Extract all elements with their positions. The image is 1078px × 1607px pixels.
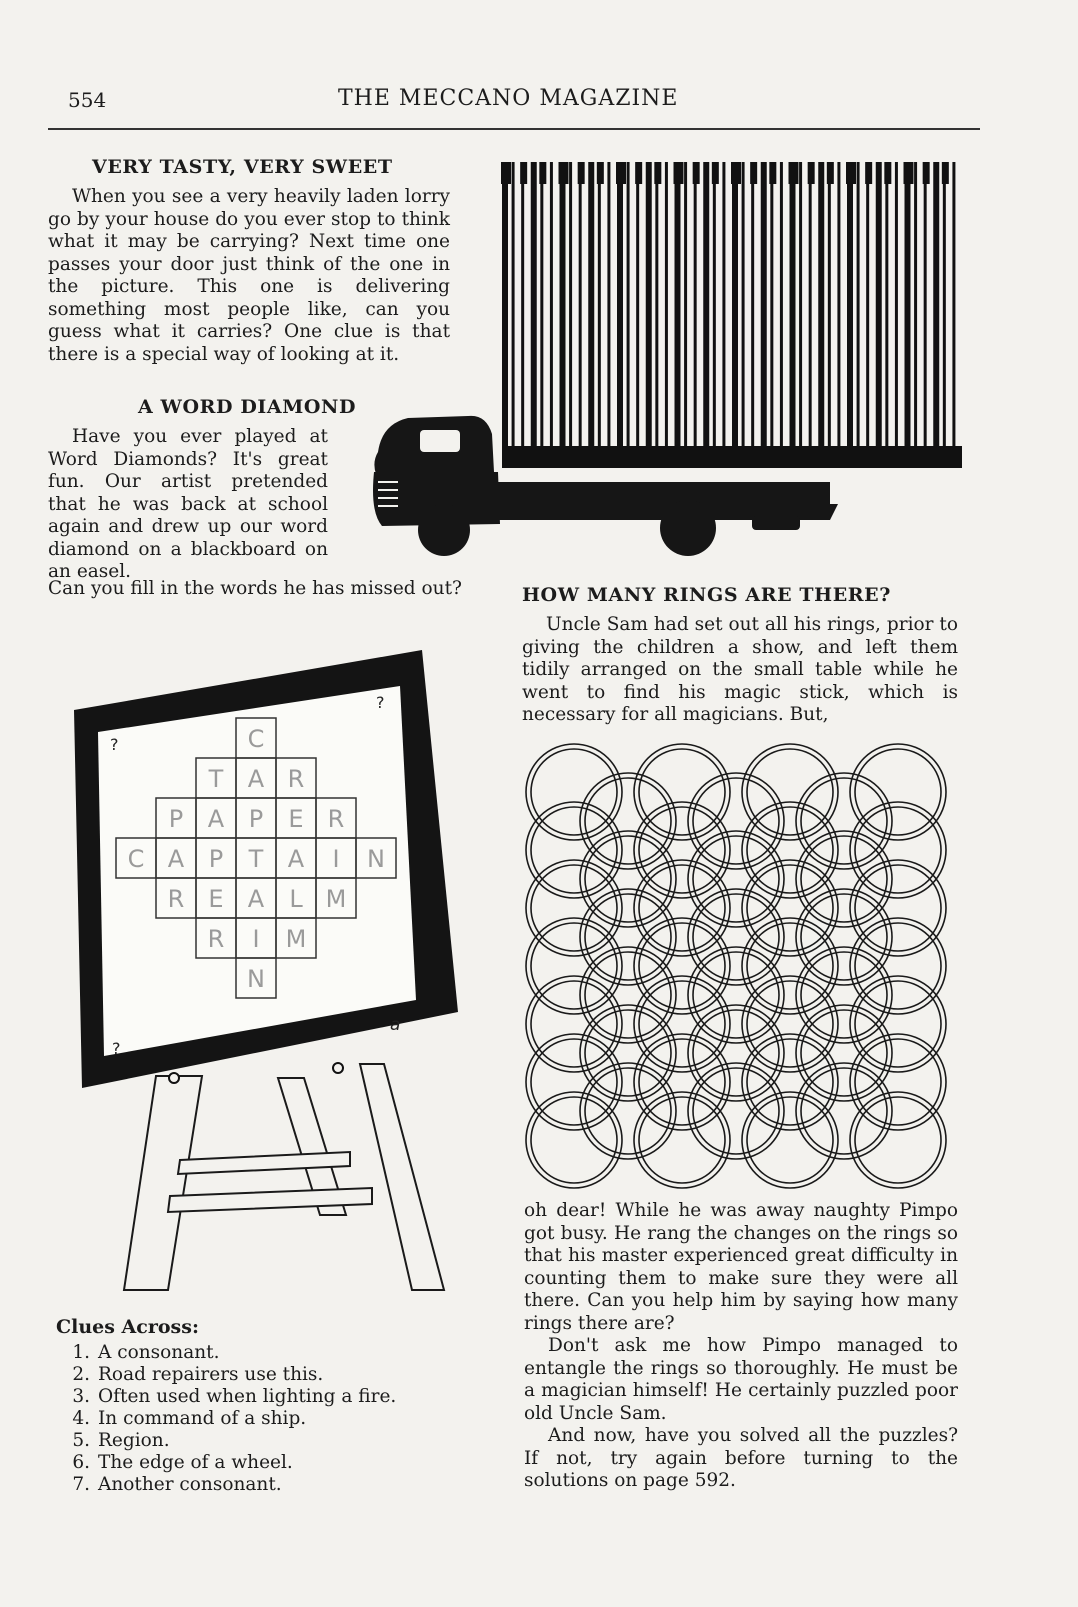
ring [585, 894, 671, 980]
grid-letter: A [247, 765, 265, 793]
grid-letter: T [208, 765, 224, 793]
ring [855, 1039, 941, 1125]
cargo-bar [531, 162, 537, 468]
ring [742, 1092, 838, 1188]
cargo-bar [809, 162, 812, 468]
ring [585, 778, 671, 864]
cargo-bar [550, 162, 553, 468]
cargo-bar [713, 162, 716, 468]
ring [742, 744, 838, 840]
ring [531, 807, 617, 893]
cargo-bar [512, 162, 515, 468]
ring [747, 749, 833, 835]
lorry-illustration [368, 152, 968, 564]
cargo-bar [732, 162, 738, 468]
easel-legs [124, 1064, 444, 1290]
ring [855, 923, 941, 1009]
ring [688, 1005, 784, 1101]
ring [693, 894, 779, 980]
grid-letter: N [247, 965, 265, 993]
cargo-bar [598, 162, 601, 468]
cargo-bar-cap [693, 162, 700, 184]
rings-group [526, 744, 946, 1188]
ring [693, 1010, 779, 1096]
ring [639, 865, 725, 951]
cargo-bar [933, 162, 939, 468]
cargo-bar [905, 162, 911, 468]
ring [747, 923, 833, 1009]
ring [531, 1097, 617, 1183]
ring [855, 1097, 941, 1183]
ring [580, 1005, 676, 1101]
cargo-bar [521, 162, 524, 468]
cargo-bar [952, 162, 955, 468]
grid-letter: A [207, 805, 225, 833]
tasty-title: VERY TASTY, VERY SWEET [92, 156, 393, 178]
cargo-bar-cap [674, 162, 684, 184]
corner-mark: ? [110, 735, 119, 754]
cargo-bar [895, 162, 898, 468]
ring [796, 831, 892, 927]
cargo-bar [837, 162, 840, 468]
grid-letter: L [289, 885, 303, 913]
header-rule [48, 128, 980, 130]
ring [639, 807, 725, 893]
ring [801, 1068, 887, 1154]
cargo-bar-cap [635, 162, 642, 184]
ring [585, 1068, 671, 1154]
cargo-bar [943, 162, 946, 468]
ring [526, 976, 622, 1072]
ring [796, 773, 892, 869]
ring [639, 1039, 725, 1125]
cargo-bar [722, 162, 725, 468]
cargo-bar [560, 162, 566, 468]
ring [747, 1097, 833, 1183]
ring [688, 773, 784, 869]
ring [801, 778, 887, 864]
cargo-bar [876, 162, 882, 468]
ring [742, 802, 838, 898]
ring [693, 952, 779, 1038]
cargo-bar-cap [769, 162, 776, 184]
cargo-bar [914, 162, 917, 468]
ring [531, 981, 617, 1067]
lorry-rear-wheel [660, 500, 716, 556]
cargo-bar [780, 162, 783, 468]
grid-letter: E [208, 885, 224, 913]
rings-paragraph-1: oh dear! While he was away naughty Pimpo got busy. He rang the changes on the rings so that his master experienced great difficulty in counting them to make sure they were all there. Can you help him by saying how many rings there are? [524, 1200, 958, 1334]
cargo-bar-cap [923, 162, 930, 184]
ring [801, 952, 887, 1038]
cargo-bar [818, 162, 824, 468]
cargo-bar [847, 162, 853, 468]
grid-letter: C [247, 725, 265, 753]
ring [688, 947, 784, 1043]
diamond-body-wide: Can you fill in the words he has missed out? [48, 578, 462, 599]
ring [855, 807, 941, 893]
cargo-bar [579, 162, 582, 468]
grid-letter: T [248, 845, 264, 873]
ring [693, 778, 779, 864]
grid-letter: A [167, 845, 185, 873]
cargo-bar [569, 162, 572, 468]
ring [634, 918, 730, 1014]
cargo-bar [655, 162, 658, 468]
grid-letter: A [247, 885, 265, 913]
ring [742, 976, 838, 1072]
cargo-bar [857, 162, 860, 468]
lorry-chassis [488, 482, 830, 504]
rings-continuation [524, 1200, 958, 1493]
cargo-bar-cap [846, 162, 856, 184]
cargo-bar-cap [578, 162, 585, 184]
clue-item: 7. Another consonant. [72, 1474, 282, 1495]
ring [580, 1063, 676, 1159]
grid-letter: P [248, 805, 264, 833]
ring [580, 947, 676, 1043]
ring [634, 744, 730, 840]
ring [634, 1034, 730, 1130]
corner-mark: ? [376, 693, 385, 712]
ring [850, 1092, 946, 1188]
ring [688, 831, 784, 927]
ring [639, 981, 725, 1067]
ring [634, 1092, 730, 1188]
ring [742, 918, 838, 1014]
grid-letter: A [287, 845, 305, 873]
magazine-title: THE MECCANO MAGAZINE [338, 86, 679, 111]
ring [526, 918, 622, 1014]
clue-item: 2. Road repairers use this. [72, 1364, 324, 1385]
cargo-bar [540, 162, 543, 468]
cargo-bar [866, 162, 869, 468]
grid-letter: R [287, 765, 305, 793]
cargo-bar-cap [789, 162, 799, 184]
cargo-bar-cap [884, 162, 891, 184]
grid-letter: N [367, 845, 385, 873]
ring [634, 976, 730, 1072]
cargo-bar [502, 162, 508, 468]
ring [850, 860, 946, 956]
cargo-bar-cap [597, 162, 604, 184]
lorry-window [420, 430, 460, 452]
ring [585, 836, 671, 922]
ring [585, 1010, 671, 1096]
cargo-bar-cap [731, 162, 741, 184]
clue-item: 3. Often used when lighting a fire. [72, 1386, 397, 1407]
grid-letter: R [327, 805, 345, 833]
cargo-bar-cap [904, 162, 914, 184]
cargo-bar [924, 162, 927, 468]
ring [634, 860, 730, 956]
ring [580, 831, 676, 927]
cargo-bar-cap [654, 162, 661, 184]
grid-letter: I [252, 925, 260, 953]
corner-mark: ? [112, 1039, 121, 1058]
grid-letter: R [207, 925, 225, 953]
page-number: 554 [68, 88, 107, 112]
ring [850, 976, 946, 1072]
cargo-bar-cap [808, 162, 815, 184]
rings-intro [522, 614, 958, 727]
ring [580, 889, 676, 985]
ring [855, 865, 941, 951]
cargo-bar [617, 162, 623, 468]
cargo-bar-cap [559, 162, 569, 184]
ring [850, 1034, 946, 1130]
ring [747, 981, 833, 1067]
ring [634, 802, 730, 898]
rings-title: HOW MANY RINGS ARE THERE? [522, 584, 891, 606]
clue-item: 1. A consonant. [72, 1342, 220, 1363]
clue-item: 6. The edge of a wheel. [72, 1452, 293, 1473]
grid-letter: C [127, 845, 145, 873]
ring [639, 1097, 725, 1183]
cargo-bar-cap [942, 162, 949, 184]
ring [850, 744, 946, 840]
cargo-bar-cap [539, 162, 546, 184]
clue-item: 5. Region. [72, 1430, 170, 1451]
diamond-title: A WORD DIAMOND [138, 396, 357, 418]
cargo-bar-cap [501, 162, 511, 184]
ring [526, 1034, 622, 1130]
tasty-paragraph: When you see a very heavily laden lorry go by your house do you ever stop to think what it may be carrying? Next time one passes your door just think of the one in the picture. This one is delivering something most people like, can you guess what it carries? One clue is that there is a special way of looking at it. [48, 186, 450, 365]
grid-letter: M [325, 885, 347, 913]
cargo-bar [770, 162, 773, 468]
ring [855, 749, 941, 835]
rings-paragraph-2: Don't ask me how Pimpo managed to entangle the rings so thoroughly. He must be a magician himself! He certainly puzzled poor old Uncle Sam. [524, 1335, 958, 1424]
blackboard-easel [60, 640, 470, 1300]
cargo-bar [703, 162, 709, 468]
easel-peg [169, 1073, 179, 1083]
grid-letter: P [168, 805, 184, 833]
cargo-bar [799, 162, 802, 468]
ring [747, 865, 833, 951]
ring [693, 836, 779, 922]
cargo-bar-cap [827, 162, 834, 184]
ring [796, 1005, 892, 1101]
grid-letter: R [167, 885, 185, 913]
easel-peg [333, 1063, 343, 1073]
cargo-bar [761, 162, 767, 468]
clues-title: Clues Across: [56, 1316, 199, 1338]
clues-list [64, 1342, 396, 1496]
ring [585, 952, 671, 1038]
cargo-bar [646, 162, 652, 468]
ring [850, 918, 946, 1014]
ring [639, 923, 725, 1009]
rings-intro-paragraph: Uncle Sam had set out all his rings, prior to giving the children a show, and left them tidily arranged on the small table while he went to find his magic stick, which is necessary for all magicians. But, [522, 614, 958, 725]
cargo-base [502, 446, 962, 468]
cargo-bar-cap [616, 162, 626, 184]
ring [742, 860, 838, 956]
cargo-bar [885, 162, 888, 468]
grid-letter: I [332, 845, 340, 873]
cargo-bar-cap [750, 162, 757, 184]
ring [850, 802, 946, 898]
cargo-bar [684, 162, 687, 468]
lorry-front-wheel [418, 504, 470, 556]
ring [526, 1092, 622, 1188]
cargo-bar [636, 162, 639, 468]
rings-puzzle [520, 740, 960, 1190]
ring [796, 1063, 892, 1159]
corner-mark: a [390, 1015, 401, 1035]
ring [531, 1039, 617, 1125]
grid-letter: E [288, 805, 304, 833]
cargo-bar [607, 162, 610, 468]
grid-letter: P [208, 845, 224, 873]
ring [796, 947, 892, 1043]
grid-letter: M [285, 925, 307, 953]
cargo-bar [588, 162, 594, 468]
cargo-bar [790, 162, 796, 468]
cargo-bar [665, 162, 668, 468]
ring [693, 1068, 779, 1154]
cargo-bar [675, 162, 681, 468]
rings-paragraph-3: And now, have you solved all the puzzles? If not, try again before turning to the solutions on page 592. [524, 1425, 958, 1491]
ring [801, 836, 887, 922]
ring [688, 1063, 784, 1159]
cargo-bar [828, 162, 831, 468]
ring [742, 1034, 838, 1130]
cargo-bar [751, 162, 754, 468]
cargo-bar [694, 162, 697, 468]
ring [639, 749, 725, 835]
lorry-towbar [752, 516, 800, 530]
cargo-bar-cap [865, 162, 872, 184]
ring [796, 889, 892, 985]
ring [531, 865, 617, 951]
cargo-bar-cap [520, 162, 527, 184]
ring [801, 894, 887, 980]
ring [580, 773, 676, 869]
diamond-body-narrow [48, 426, 328, 584]
ring [855, 981, 941, 1067]
ring [747, 807, 833, 893]
ring [801, 1010, 887, 1096]
ring [526, 860, 622, 956]
diamond-paragraph: Have you ever played at Word Diamonds? It's great fun. Our artist pretended that he was back at school again and drew up our word diamond on a blackboard on an easel. [48, 426, 328, 582]
clue-item: 4. In command of a ship. [72, 1408, 307, 1429]
ring [526, 802, 622, 898]
cargo-bar [742, 162, 745, 468]
ring [747, 1039, 833, 1125]
ring [688, 889, 784, 985]
cargo-bar-cap [712, 162, 719, 184]
cargo-bar [627, 162, 630, 468]
lorry-cargo-bars [501, 162, 962, 468]
ring [531, 923, 617, 1009]
ring [526, 744, 622, 840]
ring [531, 749, 617, 835]
